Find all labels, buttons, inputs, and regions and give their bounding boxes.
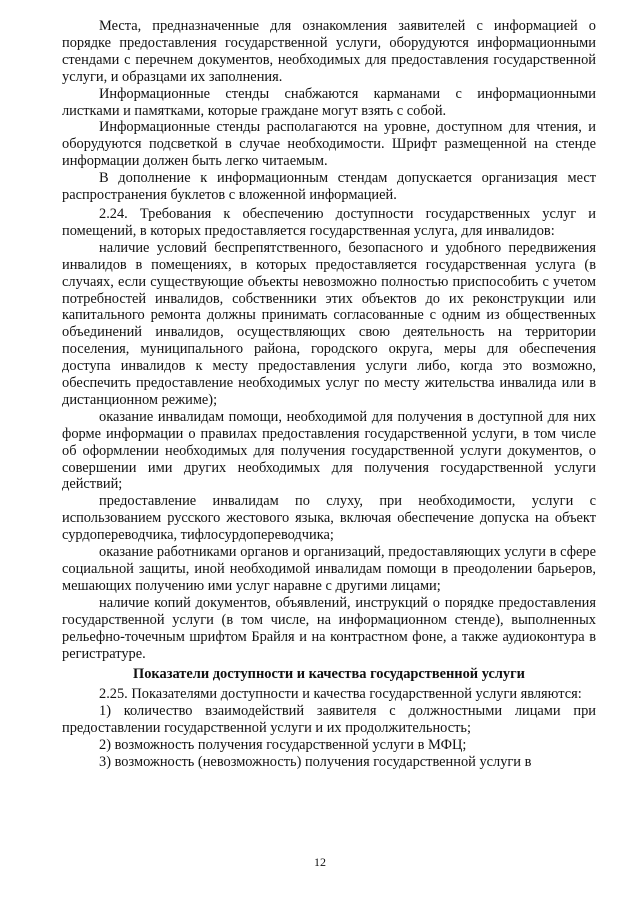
paragraph-info-stands-level: Информационные стенды располагаются на уровне, доступном для чтения, и оборудуются подсветкой в случае необходимости. Шрифт размещенной на стенде информации должен быть легко читаемым. bbox=[62, 119, 596, 170]
paragraph-booklets: В дополнение к информационным стендам допускается организация мест распространения буклетов с вложенной информацией. bbox=[62, 170, 596, 204]
paragraph-2-25-indicators: 2.25. Показателями доступности и качества государственной услуги являются: bbox=[99, 686, 582, 703]
list-item-2: 2) возможность получения государственной услуги в МФЦ; bbox=[99, 737, 467, 754]
paragraph-barrier-free-conditions: наличие условий беспрепятственного, безопасного и удобного передвижения инвалидов в помещениях, в которых предоставляется государственная услуга (в случаях, если существующие объекты невозможно полностью приспособить с учетом потребностей инвалидов, собственники этих объектов до их реконструкции или капитального ремонта должны принимать согласованные с одним из общественных объединений инвалидов, осуществляющих свою деятельность на территории поселения, муниципального района, городского округа, меры для обеспечения доступа инвалидов к месту предоставления услуги либо, когда это возможно, обеспечить предоставление необходимых услуг по месту жительства инвалида или в дистанционном режиме); bbox=[62, 239, 596, 408]
paragraph-social-protection-help: оказание работниками органов и организаций, предоставляющих услуги в сфере социальной защиты, иной необходимой инвалидам помощи в преодолении барьеров, мешающих получению ими услуг наравне с другими лицами; bbox=[62, 544, 596, 594]
document-body bbox=[62, 18, 596, 771]
section-heading: Показатели доступности и качества государственной услуги bbox=[133, 666, 525, 683]
paragraph-info-stands-pockets: Информационные стенды снабжаются карманами с информационными листками и памятками, которые граждане могут взять с собой. bbox=[62, 85, 596, 119]
paragraph-sign-language: предоставление инвалидам по слуху, при необходимости, услуги с использованием русского жестового языка, включая обеспечение допуска на объект сурдопереводчика, тифлосурдопереводчика; bbox=[62, 493, 596, 544]
paragraph-assistance-information: оказание инвалидам помощи, необходимой для получения в доступной для них форме информации о правилах предоставления государственной услуги, в том числе об оформлении необходимых для получения государственной услуги документов, о совершении ими других необходимых для получения государственной услуги действий; bbox=[62, 408, 596, 493]
page-number: 12 bbox=[314, 855, 326, 869]
paragraph-braille-documents: наличие копий документов, объявлений, инструкций о порядке предоставления государственной услуги (в том числе, на информационном стенде), выполненных рельефно-точечным шрифтом Брайля и на контрастном фоне, а также аудиоконтура в регистратуре. bbox=[62, 594, 596, 662]
list-item-3: 3) возможность (невозможность) получения государственной услуги в bbox=[99, 753, 532, 770]
paragraph-info-places: Места, предназначенные для ознакомления заявителей с информацией о порядке предоставления государственной услуги, оборудуются информационными стендами с перечнем документов, необходимых для предоставления государственной услуги, и образцами их заполнения. bbox=[62, 18, 596, 85]
paragraph-2-24-requirements: 2.24. Требования к обеспечению доступности государственных услуг и помещений, в которых предоставляется государственная услуга, для инвалидов: bbox=[62, 205, 596, 239]
list-item-1: 1) количество взаимодействий заявителя с должностными лицами при предоставлении государственной услуги и их продолжительность; bbox=[62, 703, 596, 737]
